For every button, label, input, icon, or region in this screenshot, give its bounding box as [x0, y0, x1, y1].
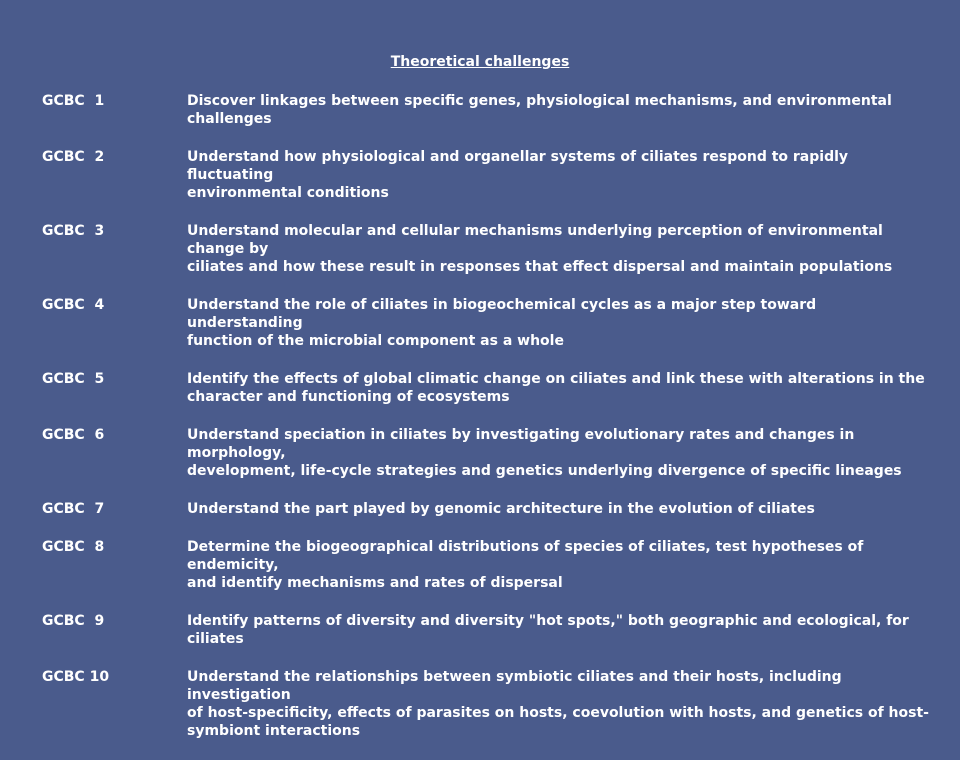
challenge-text-line: symbiont interactions — [187, 723, 361, 739]
challenge-item — [42, 612, 932, 648]
challenge-text-line: Identify patterns of diversity and diversity "hot spots," both geographic and ecological, for — [187, 613, 909, 629]
challenge-text — [187, 538, 932, 592]
challenge-code: GCBC 1 — [42, 93, 105, 109]
challenge-text-line: ciliates and how these result in responses that effect dispersal and maintain populations — [187, 259, 893, 275]
challenge-code: GCBC 9 — [42, 613, 105, 629]
challenge-item — [42, 92, 932, 128]
challenge-text-line: and identify mechanisms and rates of dispersal — [187, 575, 563, 591]
challenge-text-line: of host-specificity, effects of parasites on hosts, coevolution with hosts, and genetics of host- — [187, 705, 929, 721]
challenge-text — [187, 296, 932, 350]
challenge-text-line: Discover linkages between specific genes, physiological mechanisms, and environmental — [187, 93, 892, 109]
challenge-code: GCBC 3 — [42, 223, 105, 239]
challenge-code: GCBC 8 — [42, 539, 105, 555]
challenge-text-line: ciliates — [187, 631, 244, 647]
challenge-code: GCBC 2 — [42, 149, 105, 165]
challenge-code: GCBC 6 — [42, 427, 105, 443]
challenge-item — [42, 538, 932, 592]
challenge-text — [187, 148, 932, 202]
challenge-text-line: Understand how physiological and organellar systems of ciliates respond to rapidly fluctuating — [187, 149, 849, 183]
challenge-text-line: character and functioning of ecosystems — [187, 389, 510, 405]
challenge-code: GCBC 10 — [42, 669, 110, 685]
challenge-item — [42, 148, 932, 202]
challenge-text — [187, 222, 932, 276]
challenge-code: GCBC 7 — [42, 501, 105, 517]
challenge-text-line: Understand the role of ciliates in biogeochemical cycles as a major step toward understanding — [187, 297, 817, 331]
challenge-code: GCBC 4 — [42, 297, 105, 313]
slide-title: Theoretical challenges — [390, 54, 570, 70]
challenge-text-line: function of the microbial component as a whole — [187, 333, 564, 349]
challenge-text-line: environmental conditions — [187, 185, 389, 201]
challenge-text-line: Understand speciation in ciliates by investigating evolutionary rates and changes in morphology, — [187, 427, 855, 461]
challenge-item — [42, 370, 932, 406]
challenge-item — [42, 296, 932, 350]
challenge-item — [42, 500, 932, 518]
challenge-text-line: Understand the part played by genomic architecture in the evolution of ciliates — [187, 501, 815, 517]
challenge-text — [187, 612, 932, 648]
challenge-text-line: challenges — [187, 111, 272, 127]
challenge-text-line: Understand molecular and cellular mechanisms underlying perception of environmental change by — [187, 223, 883, 257]
challenge-text-line: Determine the biogeographical distributions of species of ciliates, test hypotheses of endemicity, — [187, 539, 864, 573]
challenge-item — [42, 426, 932, 480]
challenge-list — [42, 92, 932, 760]
challenge-code: GCBC 5 — [42, 371, 105, 387]
challenge-text — [187, 370, 932, 406]
challenge-item — [42, 222, 932, 276]
challenge-text — [187, 426, 932, 480]
challenge-text-line: development, life-cycle strategies and genetics underlying divergence of specific lineages — [187, 463, 902, 479]
challenge-text — [187, 500, 932, 518]
challenge-text — [187, 92, 932, 128]
challenge-text-line: Understand the relationships between symbiotic ciliates and their hosts, including investigation — [187, 669, 842, 703]
challenge-text — [187, 668, 932, 740]
challenge-text-line: Identify the effects of global climatic change on ciliates and link these with alterations in the — [187, 371, 925, 387]
challenge-item — [42, 668, 932, 740]
